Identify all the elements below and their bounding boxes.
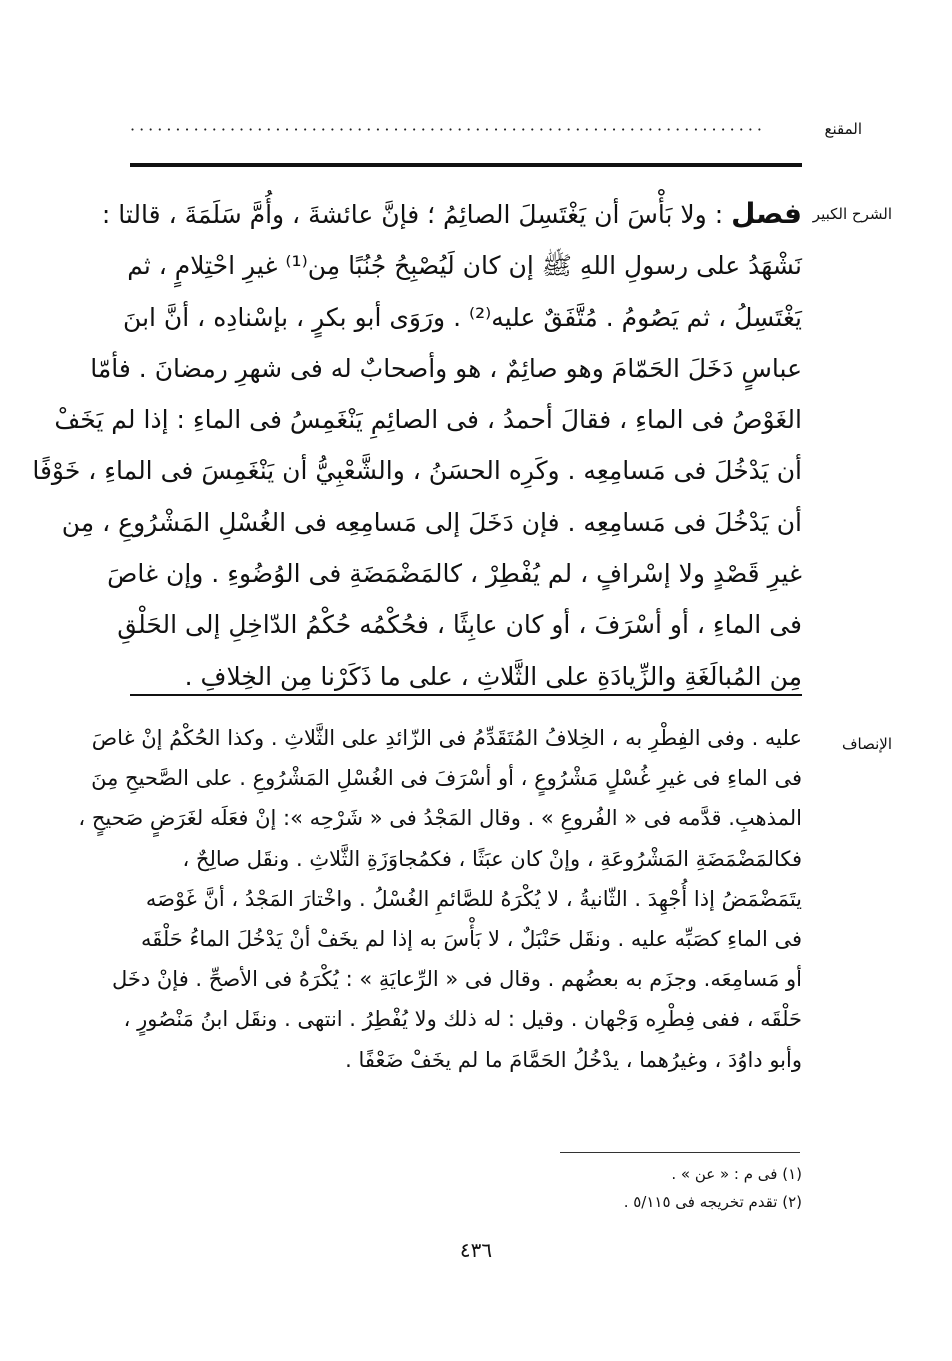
- section-label-sharh: الشرح الكبير: [812, 205, 892, 223]
- main-line: نَشْهَدُ على رسولِ اللهِ ﷺ إن كان لَيُصْبِحُ جُنُبًا مِن⁽¹⁾ غيرِ احْتِلامٍ ، ثم: [127, 251, 802, 281]
- main-line: أن يَدْخُلَ فى مَسامِعِه . فإن دَخَلَ إلى مَسامِعِه فى الغُسْلِ المَشْرُوعِ ، مِن: [61, 507, 802, 537]
- main-line: الغَوْصُ فى الماءِ ، فقالَ أحمدُ ، فى الصائِمِ يَنْغَمِسُ فى الماءِ : إذا لم يَخَفْ: [54, 405, 802, 435]
- insaf-line: فى الماءِ فى غيرِ غُسْلٍ مَشْرُوعٍ ، أو أسْرَفَ فى الغُسْلِ المَشْرُوعِ . على الصَّحيحِ مِنَ: [91, 766, 802, 791]
- main-line: [101, 188, 802, 240]
- insaf-line: أو مَسامِعَه. وجزَم به بعضُهم . وقال فى « الرِّعايَةِ » : يُكْرَهُ فى الأصحِّ . فإنْ دخَل: [111, 967, 802, 992]
- insaf-line: فى الماءِ كصَبِّه عليه . ونقَل حَنْبَلٌ ، لا بَأْسَ به إذا لم يخَفْ أنْ يَدْخُلَ الماءُ حَلْقَه: [140, 927, 802, 952]
- footnote-rule: [560, 1152, 800, 1153]
- insaf-line: وأبو داوُدَ ، وغيرُهما ، يدْخُلُ الحَمَّامَ ما لم يخَفْ ضَعْفًا .: [345, 1047, 802, 1072]
- insaf-line: يتَمَضْمَضُ إذا أُجْهِدَ . الثّانيةُ ، لا يُكْرَهُ للصَّائمِ الغُسْلُ . واخْتارَ المَجْدُ ، أنَّ غَوْصَه: [145, 886, 802, 911]
- section-label-insaf: الإنصاف: [841, 735, 892, 753]
- main-line: أن يَدْخُلَ فى مَسامِعِه . وكَرِه الحسَنُ ، والشَّعْبِيُّ أن يَنْغَمِسَ فى الماءِ ، خَوْفًا: [32, 456, 802, 486]
- insaf-text: [78, 718, 802, 1080]
- footnotes: [402, 1160, 802, 1216]
- main-line: فى الماءِ ، أو أسْرَفَ ، أو كان عابِثًا ، فحُكْمُه حُكْمُ الدّاخِلِ إلى الحَلْقِ: [117, 610, 802, 640]
- main-line: عباسٍ دَخَلَ الحَمّامَ وهو صائِمٌ ، هو وأصحابٌ له فى شهرِ رمضانَ . فأمّا: [90, 353, 802, 383]
- fasl-heading: فصل: [731, 197, 802, 230]
- insaf-line: فكالمَضْمَضَةِ المَشْرُوعَةِ ، وإنْ كان عبَثًا ، فكمُجاوَزَةِ الثَّلاثِ . ونقَل صالِحٌ ،: [182, 846, 802, 871]
- header-rule: [130, 163, 802, 167]
- insaf-line: عليه . وفى الفِطْرِ به ، الخِلافُ المُتَقَدِّمُ فى الزّائدِ على الثَّلاثِ . وكذا الحُكْمُ إنْ غاصَ: [91, 726, 802, 750]
- insaf-line: المذهبِ. قدَّمه فى « الفُروعِ » . وقال المَجْدُ فى « شَرْحِه »: إنْ فعَلَه لغَرَضٍ صَحيحٍ ،: [78, 806, 802, 831]
- main-line: مِن المُبالَغَةِ والزِّيادَةِ على الثَّلاثِ ، على ما ذَكَرْنا مِن الخِلافِ .: [184, 661, 802, 691]
- footnote-1: (١) فى م : « عن » .: [671, 1165, 802, 1183]
- page-number: ٤٣٦: [459, 1238, 493, 1262]
- main-line: غيرِ قَصْدٍ ولا إسْرافٍ ، لم يُفْطِرْ ، كالمَضْمَضَةِ فى الوُضُوءِ . وإن غاصَ: [107, 559, 802, 589]
- insaf-line: حَلْقَه ، ففى فِطْرِه وَجْهان . وقيل : له ذلك ولا يُفْطِرُ . انتهى . ونقَل ابنُ مَنْصُورٍ ،: [123, 1007, 802, 1032]
- running-title: المقنع: [824, 120, 862, 138]
- main-commentary-text: [32, 188, 802, 702]
- section-divider: [130, 694, 802, 696]
- footnote-2: (٢) تقدم تخريجه فى ٥/١١٥ .: [623, 1193, 802, 1211]
- header-dotted-leader: ······································································: [130, 120, 767, 139]
- main-line: يَغْتَسِلُ ، ثم يَصُومُ . مُتَّفَقٌ عليه⁽²⁾ . ورَوَى أبو بكرٍ ، بإسْنادِه ، أنَّ ابنَ: [123, 302, 802, 332]
- main-line-text: : ولا بَأْسَ أن يَغْتَسِلَ الصائِمُ ؛ فإنَّ عائشةَ ، وأُمَّ سَلَمَةَ ، قالتا :: [101, 200, 724, 229]
